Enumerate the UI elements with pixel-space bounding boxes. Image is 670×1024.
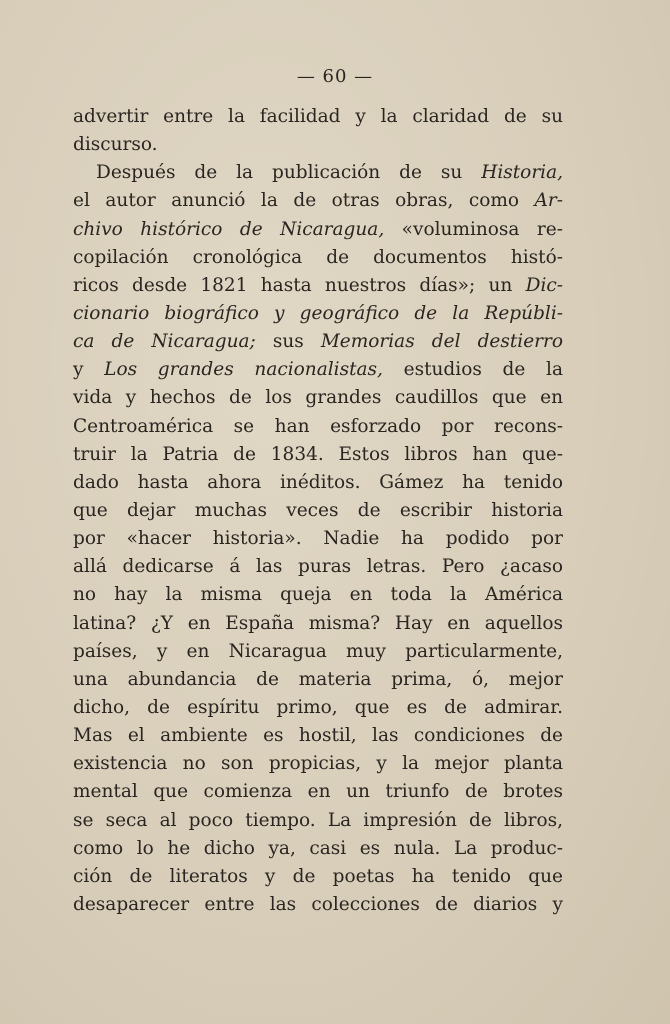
text-line — [73, 272, 563, 300]
text-line — [73, 553, 563, 581]
text-line — [73, 159, 563, 187]
text-line — [73, 384, 563, 412]
text-line — [73, 497, 563, 525]
text-segment: latina? ¿Y en España misma? Hay en aquellos — [73, 612, 563, 634]
text-line — [73, 356, 563, 384]
text-segment: existencia no son propicias, y la mejor planta — [73, 753, 563, 775]
text-segment: advertir entre la facilidad y la claridad de su — [73, 106, 563, 127]
text-segment: por «hacer historia». Nadie ha podido por — [73, 528, 563, 550]
text-line — [73, 891, 563, 919]
text-segment: truir la Patria de 1834. Estos libros han que- — [73, 443, 563, 465]
text-segment: Mas el ambiente es hostil, las condiciones de — [73, 725, 563, 747]
text-segment: una abundancia de materia prima, ó, mejor — [73, 668, 563, 690]
text-segment: dado hasta ahora inéditos. Gámez ha tenido — [73, 471, 563, 493]
text-line — [73, 638, 563, 666]
italic-title-text: ca de Nicaragua; — [73, 331, 256, 353]
text-segment: estudios de la — [382, 359, 563, 381]
text-line — [73, 413, 563, 441]
text-segment: países, y en Nicaragua muy particularmente, — [73, 640, 563, 662]
text-segment: allá dedicarse á las puras letras. Pero ¿acaso — [73, 556, 563, 578]
text-segment: que dejar muchas veces de escribir historia — [73, 499, 563, 521]
italic-title-text: Memorias del destierro — [320, 331, 563, 353]
text-segment: copilación cronológica de documentos histó- — [73, 246, 563, 268]
italic-title-text: Ar- — [534, 190, 563, 212]
text-segment: el autor anunció la de otras obras, como — [73, 190, 535, 212]
text-line — [73, 244, 563, 272]
text-segment: se seca al poco tiempo. La impresión de libros, — [73, 809, 563, 831]
text-line — [73, 778, 563, 806]
text-segment: «voluminosa re- — [384, 218, 563, 240]
italic-title-text: chivo histórico de Nicaragua, — [73, 218, 385, 240]
text-line — [73, 328, 563, 356]
text-line — [73, 131, 563, 159]
text-line — [73, 722, 563, 750]
text-segment: Después de la publicación de su — [96, 162, 482, 184]
text-segment: desaparecer entre las colecciones de diarios y — [73, 893, 563, 915]
text-segment: Centroamérica se han esforzado por recons- — [73, 415, 563, 437]
text-segment: como lo he dicho ya, casi es nula. La produc- — [73, 837, 563, 859]
text-segment: dicho, de espíritu primo, que es de admirar. — [73, 696, 563, 718]
text-line — [73, 835, 563, 863]
page-number: — 60 — — [296, 66, 374, 87]
text-segment: discurso. — [73, 134, 158, 156]
text-line — [73, 300, 563, 328]
text-line — [73, 807, 563, 835]
text-line — [73, 441, 563, 469]
text-line — [73, 581, 563, 609]
text-segment: ricos desde 1821 hasta nuestros días»; un — [73, 274, 526, 296]
text-segment: ción de literatos y de poetas ha tenido que — [73, 865, 563, 887]
text-line — [73, 187, 563, 215]
text-line — [73, 666, 563, 694]
text-line — [73, 103, 563, 131]
text-line — [73, 525, 563, 553]
text-line — [73, 610, 563, 638]
italic-title-text: Los grandes nacionalistas, — [104, 359, 383, 381]
text-segment: sus — [255, 331, 321, 353]
italic-title-text: Dic- — [525, 274, 563, 296]
text-line — [73, 216, 563, 244]
text-line — [73, 863, 563, 891]
italic-title-text: cionario biográfico y geográfico de la Repúbli- — [73, 302, 563, 324]
italic-title-text: Historia, — [481, 162, 563, 184]
text-segment: vida y hechos de los grandes caudillos que en — [73, 387, 563, 409]
text-line — [73, 750, 563, 778]
text-segment: mental que comienza en un triunfo de brotes — [73, 781, 563, 803]
text-line — [73, 469, 563, 497]
text-segment: y — [73, 359, 105, 381]
body-text — [73, 103, 563, 919]
text-segment: no hay la misma queja en toda la América — [73, 584, 563, 606]
text-line — [73, 694, 563, 722]
